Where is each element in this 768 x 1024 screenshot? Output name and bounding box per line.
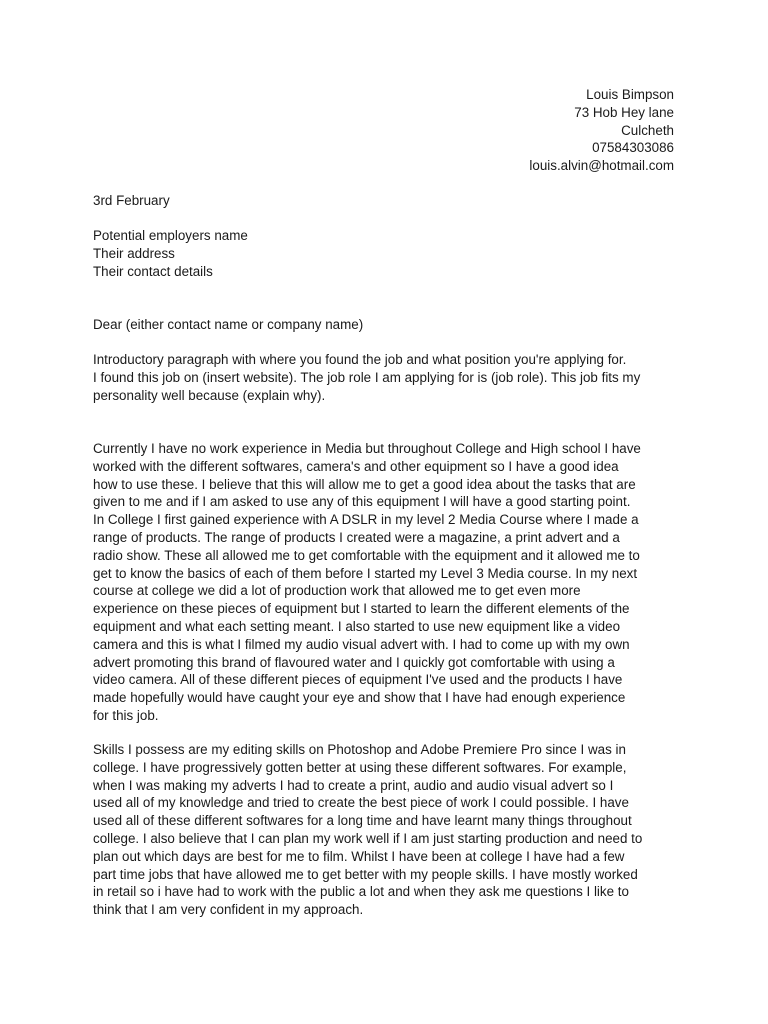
paragraph-line: plan out which days are best for me to film. Whilst I have been at college I have had a few xyxy=(93,848,625,864)
paragraph-line: college. I also believe that I can plan my work well if I am just starting production and need to xyxy=(93,830,643,846)
intro-paragraph xyxy=(93,351,679,404)
salutation: Dear (either contact name or company name) xyxy=(93,317,364,332)
paragraph-line: think that I am very confident in my approach. xyxy=(93,902,364,918)
paragraph-line: given to me and if I am asked to use any of this equipment I will have a good starting point. xyxy=(93,494,631,510)
paragraph-line: part time jobs that have allowed me to get better with my people skills. I have mostly worked xyxy=(93,866,638,882)
recipient-address-block xyxy=(93,227,679,280)
letter-date: 3rd February xyxy=(93,193,170,208)
paragraph-line: for this job. xyxy=(93,707,159,723)
paragraph-line: camera and this is what I filmed my audio visual advert with. I had to come up with my own xyxy=(93,636,630,652)
paragraph-line: experience on these pieces of equipment but I started to learn the different elements of the xyxy=(93,601,630,617)
paragraph-line: personality well because (explain why). xyxy=(93,387,326,403)
recipient-contact: Their contact details xyxy=(93,263,213,279)
paragraph-line: Introductory paragraph with where you found the job and what position you're applying for. xyxy=(93,352,627,367)
paragraph-line: equipment and what each setting meant. I also started to use new equipment like a video xyxy=(93,618,621,634)
paragraph-line: Currently I have no work experience in Media but throughout College and High school I have xyxy=(93,441,641,456)
paragraph-line: I found this job on (insert website). The job role I am applying for is (job role). This job fits my xyxy=(93,369,641,385)
paragraph-line: range of products. The range of products I created were a magazine, a print advert and a xyxy=(93,529,620,545)
paragraph-line: in retail so i have had to work with the public a lot and when they ask me questions I like to xyxy=(93,884,629,900)
paragraph-line: Skills I possess are my editing skills on Photoshop and Adobe Premiere Pro since I was in xyxy=(93,742,626,757)
paragraph-line: advert promoting this brand of flavoured water and I quickly got comfortable with using a xyxy=(93,654,615,670)
paragraph-line: get to know the basics of each of them before I started my Level 3 Media course. In my next xyxy=(93,565,638,581)
sender-town: Culcheth xyxy=(621,122,674,138)
paragraph-line: worked with the different softwares, camera's and other equipment so I have a good idea xyxy=(93,458,619,474)
paragraph-line: college. I have progressively gotten better at using these different softwares. For example, xyxy=(93,759,627,775)
sender-phone: 07584303086 xyxy=(592,140,674,156)
skills-paragraph xyxy=(93,741,679,919)
recipient-address: Their address xyxy=(93,245,175,261)
paragraph-line: when I was making my adverts I had to create a print, audio and audio visual advert so I xyxy=(93,777,614,793)
paragraph-line: used all of these different softwares for a long time and have learnt many things throughout xyxy=(93,813,632,829)
paragraph-line: made hopefully would have caught your eye and show that I have had enough experience xyxy=(93,690,626,706)
sender-name: Louis Bimpson xyxy=(586,87,674,102)
paragraph-line: In College I first gained experience with A DSLR in my level 2 Media Course where I made a xyxy=(93,512,639,528)
paragraph-line: how to use these. I believe that this will allow me to get a good idea about the tasks that are xyxy=(93,476,636,492)
sender-street: 73 Hob Hey lane xyxy=(574,104,674,120)
sender-address-block xyxy=(529,86,674,175)
paragraph-line: radio show. These all allowed me to get comfortable with the equipment and it allowed me to xyxy=(93,547,640,563)
sender-email: louis.alvin@hotmail.com xyxy=(529,158,674,174)
experience-paragraph xyxy=(93,440,679,725)
recipient-name: Potential employers name xyxy=(93,228,248,243)
paragraph-line: course at college we did a lot of production work that allowed me to get even more xyxy=(93,583,581,599)
paragraph-line: video camera. All of these different pieces of equipment I've used and the products I have xyxy=(93,672,623,688)
paragraph-line: used all of my knowledge and tried to create the best piece of work I could possible. I have xyxy=(93,795,629,811)
